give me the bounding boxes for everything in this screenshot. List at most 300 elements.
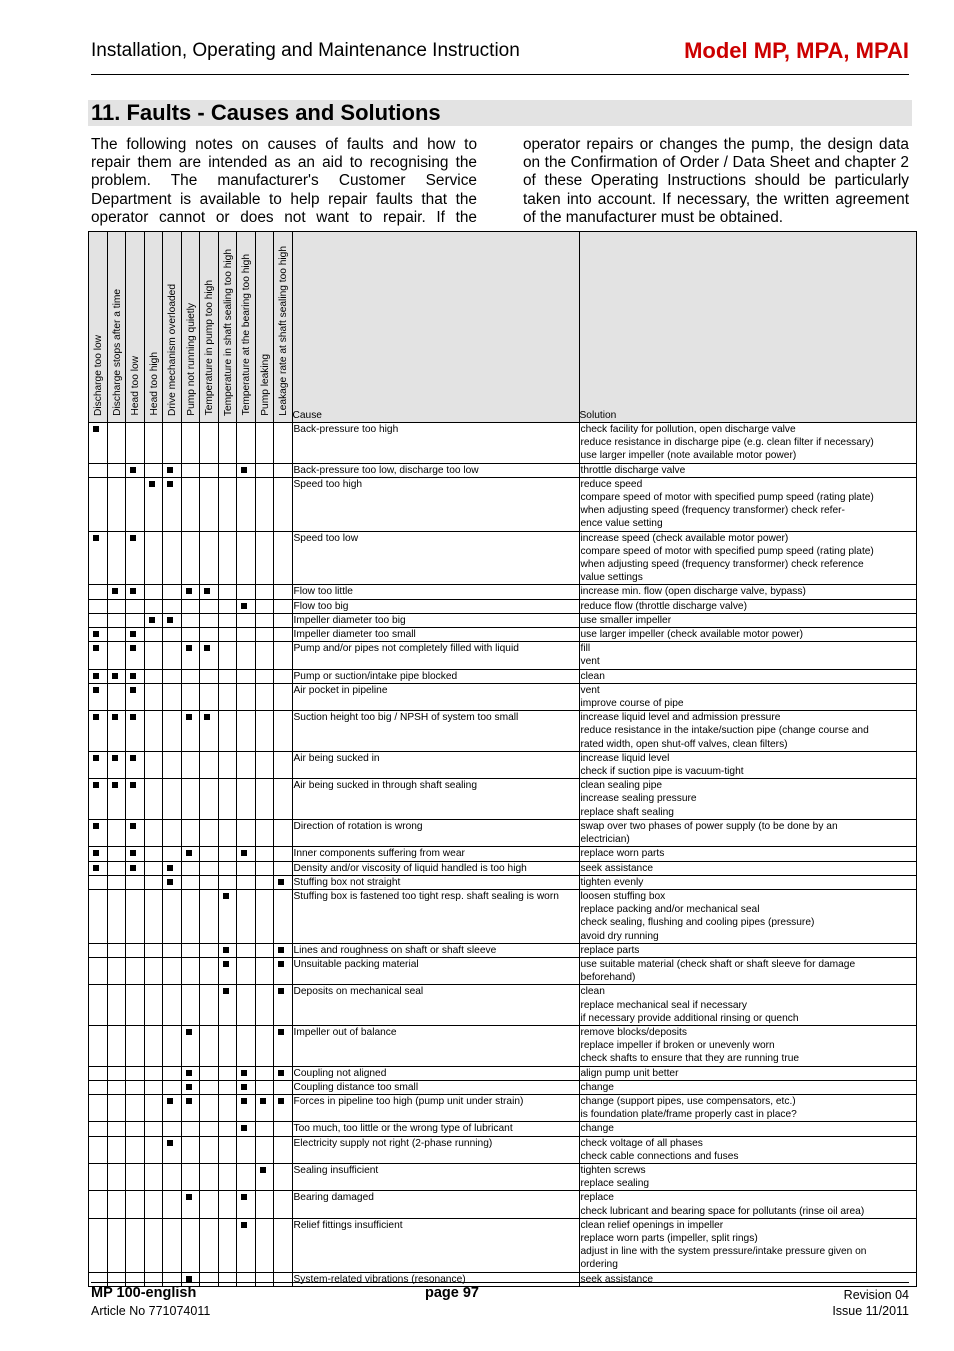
symptom-cell — [181, 1163, 200, 1190]
page-header — [91, 38, 909, 68]
symptom-cell — [89, 669, 108, 683]
symptom-cell — [163, 1136, 182, 1163]
symptom-cell — [144, 1218, 163, 1272]
solution-line: clean sealing pipe — [580, 780, 663, 792]
symptom-cell — [89, 847, 108, 861]
solution-line: reduce speed — [580, 478, 643, 490]
symptom-cell — [255, 985, 274, 1026]
symptom-cell — [89, 943, 108, 957]
solution-cell — [579, 1122, 916, 1136]
marker-square-icon — [167, 481, 173, 487]
symptom-cell — [181, 1191, 200, 1218]
symptom-cell — [89, 819, 108, 846]
symptom-cell — [274, 957, 293, 984]
marker-square-icon — [130, 673, 136, 679]
marker-square-icon — [223, 893, 229, 899]
marker-square-icon — [186, 588, 192, 594]
solution-line: replace worn parts — [580, 848, 665, 860]
table-row — [89, 779, 917, 820]
symptom-cell — [163, 463, 182, 477]
marker-square-icon — [278, 947, 284, 953]
symptom-cell — [163, 779, 182, 820]
symptom-cell — [144, 1066, 163, 1080]
solution-cell — [579, 683, 916, 710]
solution-line: reduce flow (throttle discharge valve) — [580, 600, 747, 612]
symptom-cell — [163, 628, 182, 642]
symptom-cell — [126, 957, 145, 984]
solution-line: increase speed (check available motor power) — [580, 532, 789, 544]
marker-square-icon — [241, 850, 247, 856]
symptom-cell — [107, 599, 126, 613]
solution-cell — [579, 1025, 916, 1066]
table-row — [89, 943, 917, 957]
symptom-cell — [181, 613, 200, 627]
marker-square-icon — [93, 535, 99, 541]
cause-cell: Sealing insufficient — [292, 1163, 579, 1190]
table-row — [89, 711, 917, 752]
symptom-cell — [274, 1163, 293, 1190]
solution-line: increase liquid level and admission pressure — [580, 712, 781, 724]
symptom-cell — [200, 477, 219, 531]
symptom-cell — [200, 779, 219, 820]
symptom-cell — [144, 1122, 163, 1136]
cause-cell: Forces in pipeline too high (pump unit under strain) — [292, 1094, 579, 1121]
marker-square-icon — [130, 850, 136, 856]
marker-square-icon — [186, 645, 192, 651]
symptom-cell — [107, 985, 126, 1026]
symptom-cell — [218, 1066, 237, 1080]
symptom-cell — [218, 463, 237, 477]
table-row — [89, 683, 917, 710]
marker-square-icon — [278, 879, 284, 885]
symptom-cell — [200, 1191, 219, 1218]
symptom-cell — [237, 1080, 256, 1094]
solution-line: change (support pipes, use compensators, etc.) — [580, 1095, 796, 1107]
symptom-cell — [126, 477, 145, 531]
symptom-header — [163, 232, 182, 423]
marker-square-icon — [186, 850, 192, 856]
symptom-cell — [163, 711, 182, 752]
solution-line: replace — [580, 1192, 614, 1204]
symptom-cell — [237, 1025, 256, 1066]
symptom-cell — [107, 1025, 126, 1066]
symptom-cell — [181, 1136, 200, 1163]
cause-cell: Impeller out of balance — [292, 1025, 579, 1066]
symptom-cell — [200, 683, 219, 710]
symptom-cell — [255, 1218, 274, 1272]
marker-square-icon — [93, 631, 99, 637]
symptom-header — [237, 232, 256, 423]
table-header-row — [89, 232, 917, 423]
symptom-cell — [218, 599, 237, 613]
symptom-cell — [200, 1218, 219, 1272]
cause-cell: Direction of rotation is wrong — [292, 819, 579, 846]
symptom-cell — [89, 1025, 108, 1066]
symptom-cell — [163, 847, 182, 861]
solution-line: align pump unit better — [580, 1067, 679, 1079]
symptom-cell — [163, 889, 182, 943]
solution-line: adjust in line with the system pressure/intake pressure given on — [580, 1246, 867, 1258]
symptom-cell — [163, 1218, 182, 1272]
solution-line: avoid dry running — [580, 930, 659, 942]
table-row — [89, 1025, 917, 1066]
table-row — [89, 1218, 917, 1272]
solution-line: clean relief openings in impeller — [580, 1219, 724, 1231]
footer-issue: Issue 11/2011 — [832, 1304, 909, 1318]
symptom-cell — [181, 1066, 200, 1080]
header-divider — [91, 74, 909, 75]
symptom-cell — [126, 1094, 145, 1121]
solution-cell — [579, 819, 916, 846]
symptom-cell — [255, 875, 274, 889]
solution-line: increase min. flow (open discharge valve, bypass) — [580, 586, 806, 598]
symptom-cell — [237, 943, 256, 957]
symptom-cell — [89, 711, 108, 752]
marker-square-icon — [278, 988, 284, 994]
marker-square-icon — [112, 714, 118, 720]
symptom-cell — [181, 1094, 200, 1121]
marker-square-icon — [130, 714, 136, 720]
symptom-cell — [126, 751, 145, 778]
symptom-header — [144, 232, 163, 423]
symptom-cell — [163, 423, 182, 464]
intro-text-left: The following notes on causes of faults and how to repair them are intended as an aid to recognising the problem. The manufacturer's Customer Service Department is available to help repair faults that the operator cannot or does not want to repair. If the — [91, 136, 477, 226]
symptom-cell — [200, 599, 219, 613]
section-heading-bar — [88, 100, 912, 126]
symptom-cell — [144, 1080, 163, 1094]
symptom-cell — [255, 1066, 274, 1080]
symptom-cell — [89, 1218, 108, 1272]
symptom-cell — [255, 847, 274, 861]
solution-cell — [579, 1163, 916, 1190]
cause-cell: Speed too low — [292, 531, 579, 585]
symptom-cell — [89, 1191, 108, 1218]
symptom-cell — [107, 1122, 126, 1136]
symptom-cell — [255, 669, 274, 683]
marker-square-icon — [186, 1084, 192, 1090]
symptom-cell — [218, 957, 237, 984]
symptom-cell — [89, 613, 108, 627]
cause-cell: Stuffing box is fastened too tight resp. shaft sealing is worn — [292, 889, 579, 943]
symptom-cell — [107, 585, 126, 599]
symptom-cell — [237, 423, 256, 464]
symptom-cell — [218, 1218, 237, 1272]
symptom-header — [107, 232, 126, 423]
marker-square-icon — [93, 426, 99, 432]
solution-cell — [579, 847, 916, 861]
symptom-cell — [163, 875, 182, 889]
marker-square-icon — [260, 1098, 266, 1104]
symptom-cell — [126, 847, 145, 861]
symptom-cell — [255, 599, 274, 613]
solution-line: compare speed of motor with specified pump speed (rating plate) — [580, 492, 874, 504]
symptom-cell — [89, 423, 108, 464]
symptom-cell — [126, 819, 145, 846]
cause-cell: Deposits on mechanical seal — [292, 985, 579, 1026]
symptom-cell — [237, 628, 256, 642]
faults-table — [88, 231, 917, 1287]
symptom-cell — [255, 1122, 274, 1136]
symptom-cell — [126, 599, 145, 613]
solution-cell — [579, 943, 916, 957]
table-row — [89, 1080, 917, 1094]
symptom-cell — [126, 1122, 145, 1136]
marker-square-icon — [130, 755, 136, 761]
solution-line: if necessary provide additional rinsing or quench — [580, 1012, 799, 1024]
symptom-cell — [237, 1122, 256, 1136]
symptom-cell — [200, 889, 219, 943]
symptom-cell — [200, 423, 219, 464]
symptom-cell — [163, 985, 182, 1026]
marker-square-icon — [93, 865, 99, 871]
symptom-cell — [274, 683, 293, 710]
cause-cell: Air being sucked in — [292, 751, 579, 778]
symptom-cell — [274, 779, 293, 820]
symptom-cell — [181, 683, 200, 710]
symptom-cell — [218, 585, 237, 599]
solution-line: beforehand) — [580, 972, 636, 984]
cause-cell: Impeller diameter too big — [292, 613, 579, 627]
solution-cell — [579, 1066, 916, 1080]
solution-cell — [579, 599, 916, 613]
solution-cell — [579, 1218, 916, 1272]
symptom-cell — [107, 957, 126, 984]
marker-square-icon — [167, 1140, 173, 1146]
symptom-cell — [218, 861, 237, 875]
symptom-cell — [255, 1191, 274, 1218]
symptom-cell — [237, 463, 256, 477]
symptom-cell — [274, 861, 293, 875]
marker-square-icon — [130, 865, 136, 871]
symptom-cell — [255, 861, 274, 875]
symptom-cell — [218, 477, 237, 531]
marker-square-icon — [93, 673, 99, 679]
symptom-cell — [237, 1163, 256, 1190]
table-row — [89, 477, 917, 531]
symptom-cell — [107, 613, 126, 627]
symptom-cell — [218, 683, 237, 710]
symptom-cell — [274, 875, 293, 889]
solution-line: swap over two phases of power supply (to be done by an — [580, 820, 838, 832]
symptom-cell — [200, 642, 219, 669]
symptom-cell — [274, 642, 293, 669]
symptom-cell — [181, 628, 200, 642]
table-row — [89, 463, 917, 477]
symptom-cell — [181, 642, 200, 669]
symptom-cell — [218, 751, 237, 778]
solution-header: Solution — [579, 232, 916, 423]
solution-line: use smaller impeller — [580, 614, 672, 626]
symptom-cell — [237, 1272, 256, 1286]
symptom-cell — [218, 642, 237, 669]
symptom-cell — [89, 889, 108, 943]
solution-line: use larger impeller (check available motor power) — [580, 629, 804, 641]
symptom-cell — [126, 711, 145, 752]
symptom-cell — [181, 477, 200, 531]
symptom-cell — [107, 669, 126, 683]
symptom-cell — [218, 613, 237, 627]
symptom-label: Temperature in shaft sealing too high — [222, 248, 234, 416]
solution-line: when adjusting speed (frequency transformer) check reference — [580, 559, 864, 571]
symptom-label: Discharge too low — [93, 334, 105, 416]
solution-line: check voltage of all phases — [580, 1137, 703, 1149]
symptom-cell — [126, 943, 145, 957]
symptom-cell — [107, 628, 126, 642]
solution-line: check shafts to ensure that they are running true — [580, 1053, 800, 1065]
symptom-cell — [163, 599, 182, 613]
symptom-cell — [237, 585, 256, 599]
symptom-label: Head too high — [148, 352, 160, 416]
solution-line: replace impeller if broken or unevenly worn — [580, 1040, 775, 1052]
symptom-label: Temperature at the bearing too high — [241, 254, 253, 416]
solution-line: loosen stuffing box — [580, 890, 666, 902]
marker-square-icon — [241, 1222, 247, 1228]
marker-square-icon — [130, 631, 136, 637]
symptom-cell — [255, 613, 274, 627]
table-row — [89, 1122, 917, 1136]
solution-line: increase sealing pressure — [580, 793, 697, 805]
table-row — [89, 585, 917, 599]
symptom-cell — [126, 1136, 145, 1163]
table-row — [89, 875, 917, 889]
symptom-cell — [218, 628, 237, 642]
marker-square-icon — [149, 481, 155, 487]
marker-square-icon — [93, 714, 99, 720]
solution-line: check sealing, flushing and cooling pipes (pressure) — [580, 917, 815, 929]
symptom-cell — [181, 943, 200, 957]
header-title: Installation, Operating and Maintenance Instruction — [91, 40, 520, 61]
symptom-cell — [274, 819, 293, 846]
symptom-cell — [255, 642, 274, 669]
symptom-cell — [144, 599, 163, 613]
table-row — [89, 1066, 917, 1080]
symptom-cell — [181, 599, 200, 613]
marker-square-icon — [167, 879, 173, 885]
solution-cell — [579, 985, 916, 1026]
solution-line: increase liquid level — [580, 752, 670, 764]
symptom-cell — [200, 847, 219, 861]
symptom-cell — [107, 683, 126, 710]
symptom-cell — [126, 683, 145, 710]
symptom-cell — [144, 751, 163, 778]
symptom-cell — [107, 1080, 126, 1094]
marker-square-icon — [167, 865, 173, 871]
solution-line: seek assistance — [580, 1273, 653, 1285]
symptom-cell — [126, 861, 145, 875]
symptom-cell — [107, 751, 126, 778]
marker-square-icon — [204, 588, 210, 594]
symptom-cell — [144, 683, 163, 710]
footer-divider — [91, 1282, 909, 1283]
cause-cell: Electricity supply not right (2-phase running) — [292, 1136, 579, 1163]
solution-cell — [579, 751, 916, 778]
solution-cell — [579, 957, 916, 984]
symptom-cell — [218, 1163, 237, 1190]
symptom-cell — [163, 957, 182, 984]
solution-cell — [579, 1272, 916, 1286]
symptom-cell — [237, 1066, 256, 1080]
symptom-cell — [274, 711, 293, 752]
footer-revision: Revision 04 — [843, 1288, 909, 1302]
solution-line: replace sealing — [580, 1178, 650, 1190]
symptom-cell — [163, 642, 182, 669]
symptom-cell — [181, 669, 200, 683]
symptom-cell — [255, 628, 274, 642]
marker-square-icon — [93, 687, 99, 693]
symptom-cell — [89, 861, 108, 875]
symptom-cell — [255, 1163, 274, 1190]
symptom-cell — [107, 943, 126, 957]
table-row — [89, 1272, 917, 1286]
marker-square-icon — [130, 823, 136, 829]
symptom-cell — [237, 861, 256, 875]
symptom-cell — [144, 889, 163, 943]
symptom-cell — [89, 1066, 108, 1080]
symptom-cell — [237, 751, 256, 778]
symptom-cell — [218, 1080, 237, 1094]
solution-cell — [579, 669, 916, 683]
symptom-cell — [274, 847, 293, 861]
solution-cell — [579, 1080, 916, 1094]
symptom-cell — [89, 751, 108, 778]
cause-cell: Relief fittings insufficient — [292, 1218, 579, 1272]
marker-square-icon — [130, 645, 136, 651]
symptom-cell — [255, 463, 274, 477]
symptom-cell — [218, 423, 237, 464]
symptom-cell — [255, 683, 274, 710]
solution-line: is foundation plate/frame properly cast in place? — [580, 1109, 797, 1121]
symptom-cell — [218, 875, 237, 889]
marker-square-icon — [204, 645, 210, 651]
cause-cell: Air being sucked in through shaft sealing — [292, 779, 579, 820]
symptom-cell — [107, 477, 126, 531]
symptom-cell — [163, 1066, 182, 1080]
symptom-cell — [255, 585, 274, 599]
symptom-cell — [218, 531, 237, 585]
symptom-cell — [274, 1272, 293, 1286]
symptom-cell — [218, 943, 237, 957]
solution-line: check cable connections and fuses — [580, 1150, 739, 1162]
marker-square-icon — [241, 1194, 247, 1200]
solution-line: vent — [580, 656, 600, 668]
solution-line: ence value setting — [580, 518, 663, 530]
table-row — [89, 531, 917, 585]
symptom-cell — [89, 1094, 108, 1121]
symptom-cell — [107, 861, 126, 875]
marker-square-icon — [93, 850, 99, 856]
symptom-cell — [89, 1122, 108, 1136]
symptom-cell — [218, 779, 237, 820]
cause-cell: Speed too high — [292, 477, 579, 531]
marker-square-icon — [112, 673, 118, 679]
marker-square-icon — [241, 1098, 247, 1104]
symptom-cell — [237, 1191, 256, 1218]
cause-cell: Too much, too little or the wrong type of lubricant — [292, 1122, 579, 1136]
symptom-cell — [107, 779, 126, 820]
symptom-header — [126, 232, 145, 423]
symptom-cell — [200, 1122, 219, 1136]
intro-text-right: operator repairs or changes the pump, the design data on the Confirmation of Order / Data Sheet and chapter 2 of these Operating Instructions should be particularly taken into account. If necessary, the written agreement of the manufacturer must be obtained. — [523, 136, 909, 226]
solution-cell — [579, 875, 916, 889]
symptom-cell — [163, 1122, 182, 1136]
symptom-cell — [237, 683, 256, 710]
symptom-cell — [200, 1080, 219, 1094]
symptom-cell — [107, 889, 126, 943]
marker-square-icon — [167, 617, 173, 623]
cause-cell: Density and/or viscosity of liquid handled is too high — [292, 861, 579, 875]
symptom-cell — [181, 585, 200, 599]
symptom-label: Pump not running quietly — [185, 303, 197, 416]
